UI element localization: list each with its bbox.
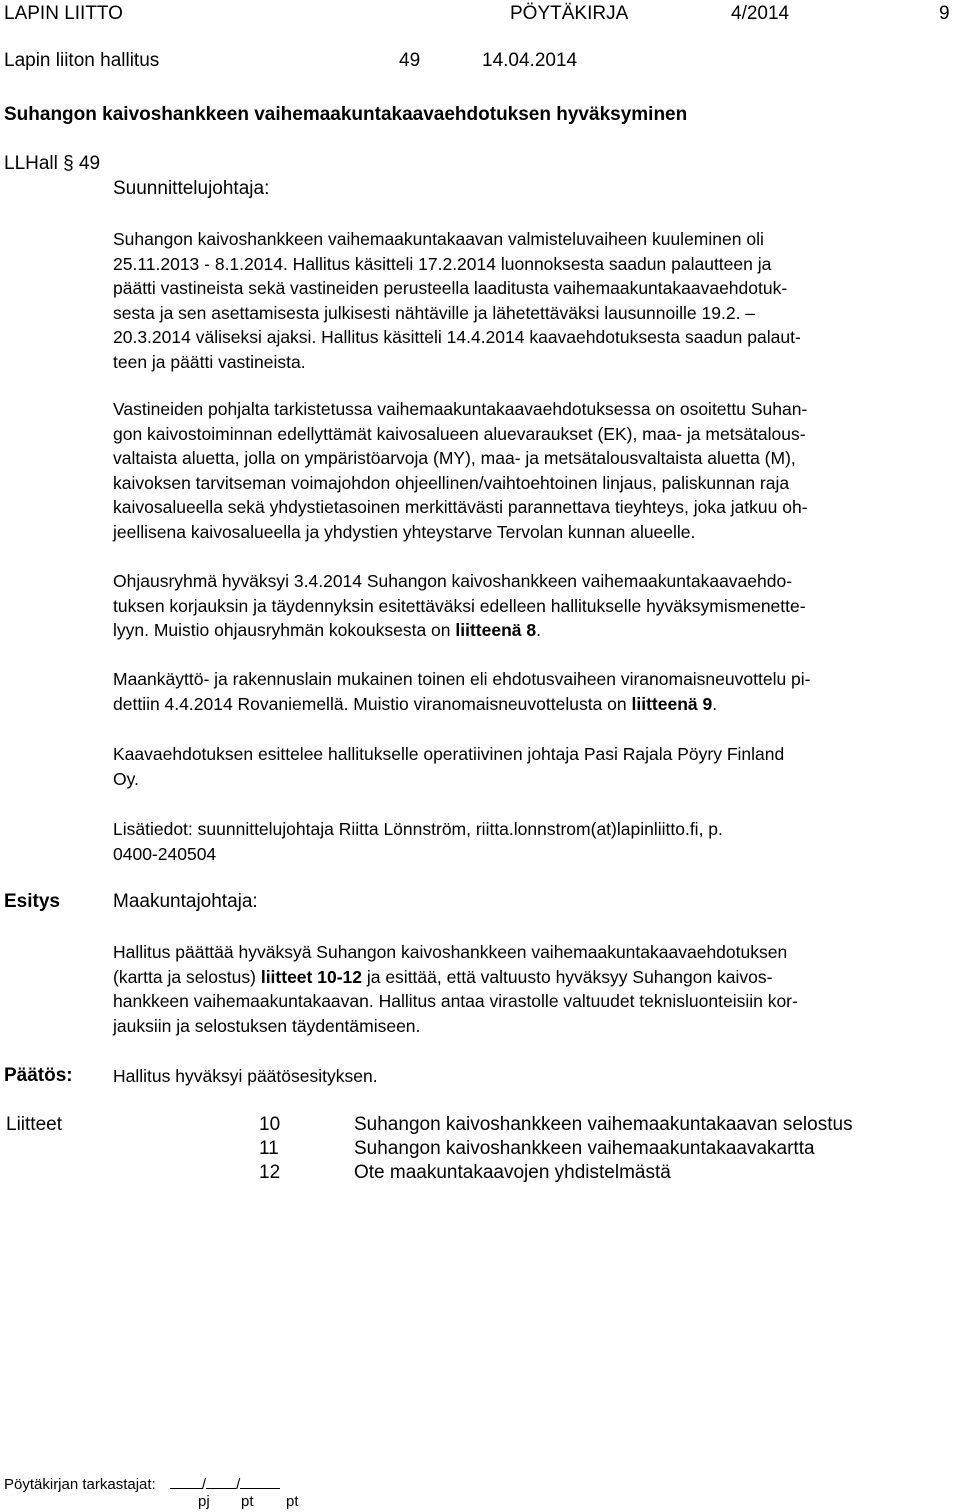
- attachment-title: Suhangon kaivoshankkeen vaihemaakuntakaavakartta: [354, 1138, 815, 1159]
- attachment-title: Ote maakuntakaavojen yhdistelmästä: [354, 1162, 671, 1183]
- text-line: [113, 965, 953, 990]
- text-line: Oy.: [113, 768, 139, 789]
- separator: /: [236, 1476, 241, 1493]
- paragraph-5: [113, 742, 953, 791]
- initial-pt: pt: [286, 1493, 299, 1510]
- attachment-number: 12: [259, 1162, 281, 1183]
- liitteet-label: Liitteet: [6, 1114, 62, 1135]
- signature-blank: [170, 1474, 202, 1489]
- text-line: Vastineiden pohjalta tarkistetussa vaihemaakuntakaavaehdotuksessa on osoitettu Suhan-: [113, 399, 808, 419]
- text-line: jauksiin ja selostuksen täydentämiseen.: [113, 1015, 421, 1036]
- text-line: tuksen korjauksin ja täydennyksin esitettäväksi edelleen hallitukselle hyväksymismenette-: [113, 595, 806, 616]
- footer-label: Pöytäkirjan tarkastajat:: [4, 1476, 156, 1493]
- document-number: 4/2014: [731, 3, 790, 24]
- section-reference: LLHall § 49: [4, 153, 101, 174]
- paragraph-2: [113, 397, 953, 544]
- text-line: teen ja päätti vastineista.: [113, 351, 306, 372]
- page-title: Suhangon kaivoshankkeen vaihemaakuntakaavaehdotuksen hyväksyminen: [4, 104, 688, 125]
- paragraph-4: [113, 667, 953, 716]
- footer-signatures: [4, 1474, 280, 1493]
- text-line: Ohjausryhmä hyväksyi 3.4.2014 Suhangon kaivoshankkeen vaihemaakuntakaavaehdo-: [113, 571, 793, 591]
- body-name: Lapin liiton hallitus: [4, 50, 160, 71]
- attachment-number: 11: [259, 1138, 279, 1159]
- initial-pj: pj: [198, 1493, 210, 1510]
- esitys-presenter: Maakuntajohtaja:: [113, 891, 258, 912]
- text-line: Suhangon kaivoshankkeen vaihemaakuntakaavan valmisteluvaiheen kuuleminen oli: [113, 229, 764, 249]
- paragraph-6: [113, 817, 953, 866]
- text-line: hankkeen vaihemaakuntakaavan. Hallitus antaa virastolle valtuudet teknisluonteisiin kor-: [113, 991, 798, 1011]
- text-line: 25.11.2013 - 8.1.2014. Hallitus käsitteli 17.2.2014 luonnoksesta saadun palautteen ja: [113, 253, 772, 274]
- text-line: gon kaivostoiminnan edellyttämät kaivosalueen aluevaraukset (EK), maa- ja metsätalous-: [113, 423, 806, 444]
- text-line: [113, 692, 953, 717]
- text-line: kaivosalueella sekä yhdystietasoinen merkittävästi parannettava tieyhteys, joka jatkuu oh-: [113, 497, 808, 517]
- attachment-reference: liitteet 10-12: [260, 966, 362, 987]
- section-number: 49: [399, 50, 421, 71]
- text-line: jeellisena kaivosalueella ja yhdystien yhteystarve Tervolan kunnan alueelle.: [113, 521, 696, 542]
- esitys-label: Esitys: [4, 891, 60, 912]
- initial-pt: pt: [241, 1493, 254, 1510]
- presenter-label: Suunnittelujohtaja:: [113, 178, 270, 199]
- text-span: lyyn. Muistio ohjausryhmän kokouksesta on: [113, 620, 456, 640]
- signature-blank: [240, 1474, 280, 1489]
- text-line: Kaavaehdotuksen esittelee hallitukselle operatiivinen johtaja Pasi Rajala Pöyry Finland: [113, 744, 785, 764]
- text-line: Maankäyttö- ja rakennuslain mukainen toinen eli ehdotusvaiheen viranomaisneuvottelu pi-: [113, 669, 811, 689]
- meeting-date: 14.04.2014: [482, 50, 578, 71]
- signature-blank: [206, 1474, 236, 1489]
- esitys-text: [113, 940, 953, 1038]
- text-span: (kartta ja selostus): [113, 966, 261, 987]
- text-line: sesta ja sen asettamisesta julkisesti nähtäville ja lähetettäväksi lausunnoille 19.2. –: [113, 302, 756, 323]
- text-line: 0400-240504: [113, 843, 217, 864]
- text-line: päätti vastineista sekä vastineiden perusteella laaditusta vaihemaakuntakaavaehdotuk-: [113, 278, 788, 298]
- separator: /: [201, 1476, 207, 1493]
- paatos-text: Hallitus hyväksyi päätösesityksen.: [113, 1066, 378, 1086]
- text-span: dettiin 4.4.2014 Rovaniemellä. Muistio viranomaisneuvottelusta on: [113, 693, 632, 714]
- text-line: 20.3.2014 väliseksi ajaksi. Hallitus käsitteli 14.4.2014 kaavaehdotuksesta saadun palaut-: [113, 327, 801, 347]
- attachment-title: Suhangon kaivoshankkeen vaihemaakuntakaavan selostus: [354, 1114, 853, 1135]
- attachment-number: 10: [259, 1114, 281, 1135]
- text-span: .: [712, 693, 718, 714]
- paragraph-3: [113, 569, 953, 643]
- paragraph-1: [113, 227, 953, 374]
- text-line: kaivoksen tarvitseman voimajohdon ohjeellinen/vaihtoehtoinen linjaus, paliskunnan raja: [113, 472, 790, 493]
- page-number: 9: [939, 3, 950, 24]
- text-line: Hallitus päättää hyväksyä Suhangon kaivoshankkeen vaihemaakuntakaavaehdotuksen: [113, 942, 788, 962]
- text-line: Lisätiedot: suunnittelujohtaja Riitta Lönnström, riitta.lonnstrom(at)lapinliitto.fi, p.: [113, 819, 723, 839]
- text-span: ja esittää, että valtuusto hyväksyy Suhangon kaivos-: [361, 966, 773, 987]
- attachment-reference: liitteenä 9: [631, 693, 713, 714]
- paatos-label: Päätös:: [4, 1065, 73, 1086]
- attachment-reference: liitteenä 8: [455, 620, 537, 640]
- org-name: LAPIN LIITTO: [4, 3, 123, 24]
- text-line: valtaista aluetta, jolla on ympäristöarvoja (MY), maa- ja metsätalousvaltaista aluetta (M),: [113, 448, 796, 468]
- text-line: [113, 618, 953, 643]
- document-type: PÖYTÄKIRJA: [510, 3, 629, 24]
- text-span: .: [536, 620, 541, 640]
